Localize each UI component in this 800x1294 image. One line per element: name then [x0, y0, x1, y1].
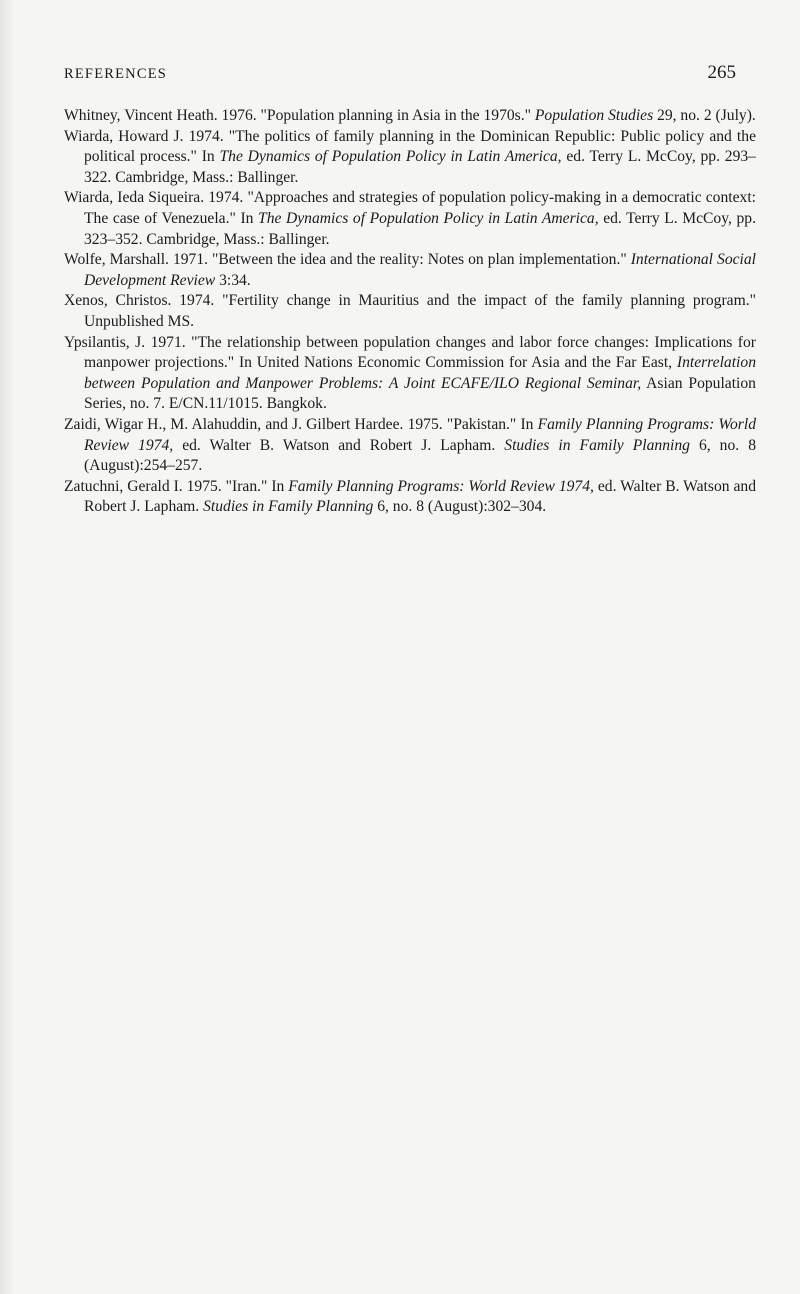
reference-list [64, 106, 756, 518]
ref-text: Zatuchni, Gerald I. 1975. "Iran." In [64, 477, 289, 495]
ref-title: Family Planning Programs: World Review 1974, [84, 415, 756, 454]
ref-title: Interrelation between Population and Manpower Problems: A Joint ECAFE/ILO Regional Seminar, [84, 354, 756, 392]
reference-entry [64, 415, 756, 477]
reference-entry [64, 477, 756, 518]
running-head: REFERENCES [64, 66, 168, 82]
ref-text: ed. Terry L. McCoy, pp. 323–352. Cambridge, Mass.: Ballinger. [84, 209, 756, 248]
reference-entry [64, 291, 756, 332]
ref-text: Wiarda, Ieda Siqueira. 1974. "Approaches and strategies of population policy-making in a democratic context: The case of Venezuela." In [64, 189, 756, 227]
ref-text: 6, no. 8 (August):302–304. [373, 498, 547, 516]
reference-entry [64, 333, 756, 415]
ref-text: Xenos, Christos. 1974. "Fertility change in Mauritius and the impact of the family planning program." Unpublished MS. [64, 292, 756, 330]
ref-title: Family Planning Programs: World Review 1974, [288, 477, 594, 495]
ref-text: Whitney, Vincent Heath. 1976. "Population planning in Asia in the 1970s." [64, 107, 535, 124]
ref-title: International Social Development Review [84, 251, 756, 289]
reference-entry [64, 250, 756, 291]
ref-text: 6, no. 8 (August):254–257. [84, 436, 757, 475]
ref-text: ed. Walter B. Watson and Robert J. Lapham. [84, 477, 757, 516]
page-edge-shadow [0, 0, 14, 1294]
ref-text: 29, no. 2 (July). [653, 107, 756, 124]
page-header [64, 62, 736, 88]
reference-entry [64, 188, 756, 250]
ref-journal: Studies in Family Planning [504, 436, 690, 454]
ref-title: The Dynamics of Population Policy in Latin America, [219, 148, 562, 166]
ref-text: 3:34. [215, 271, 251, 289]
ref-text: Asian Population Series, no. 7. E/CN.11/1015. Bangkok. [84, 374, 756, 413]
reference-entry [64, 127, 756, 189]
reference-entry [64, 106, 756, 127]
ref-text: ed. Walter B. Watson and Robert J. Lapham. [173, 436, 505, 454]
page-number: 265 [707, 62, 736, 83]
ref-title: Population Studies [534, 107, 654, 124]
ref-text: ed. Terry L. McCoy, pp. 293–322. Cambridge, Mass.: Ballinger. [84, 148, 756, 186]
ref-text: Wolfe, Marshall. 1971. "Between the idea and the reality: Notes on plan implementation." [64, 251, 631, 269]
ref-journal: Studies in Family Planning [203, 498, 374, 516]
ref-text: Wiarda, Howard J. 1974. "The politics of family planning in the Dominican Republic: Public policy and the political process." In [64, 127, 756, 166]
ref-text: Zaidi, Wigar H., M. Alahuddin, and J. Gilbert Hardee. 1975. "Pakistan." In [64, 415, 538, 433]
ref-text: Ypsilantis, J. 1971. "The relationship between population changes and labor force changes: Implications for manpower projections." In United Nations Economic Commission for Asia and the Far East, [64, 333, 756, 372]
ref-title: The Dynamics of Population Policy in Latin America, [258, 209, 599, 227]
